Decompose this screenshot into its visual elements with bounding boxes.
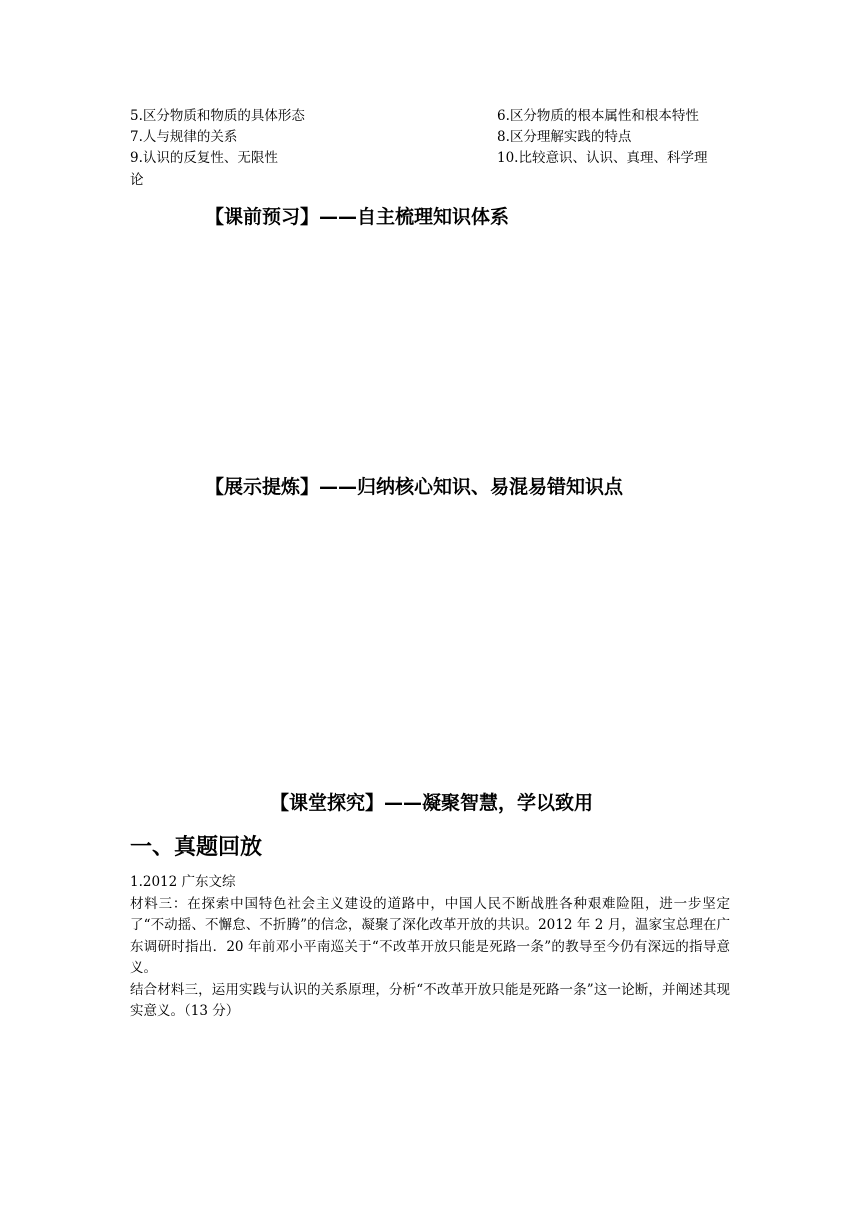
list-item-9: 9.认识的反复性、无限性 [130, 150, 278, 166]
list-item-10-continuation: 论 [130, 172, 144, 188]
list-item-7: 7.人与规律的关系 [130, 129, 238, 145]
question-block [130, 872, 730, 1023]
section-heading-display: 【展示提炼】——归纳核心知识、易混易错知识点 [205, 476, 624, 498]
section-heading-explore: 【课堂探究】——凝聚智慧，学以致用 [270, 792, 594, 814]
section-heading-preview: 【课前预习】——自主梳理知识体系 [205, 206, 510, 228]
question-source: 1.2012 广东文综 [130, 874, 236, 890]
list-item-6: 6.区分物质的根本属性和根本特性 [497, 108, 699, 124]
list-item-10: 10.比较意识、认识、真理、科学理 [497, 150, 708, 166]
list-item-8: 8.区分理解实践的特点 [497, 129, 632, 145]
question-prompt: 结合材料三，运用实践与认识的关系原理，分析“不改革开放只能是死路一条”这一论断，并阐述其现实意义。（13 分） [130, 981, 730, 1019]
part-one-heading: 一、真题回放 [130, 835, 263, 860]
question-material: 材料三：在探索中国特色社会主义建设的道路中，中国人民不断战胜各种艰难险阻，进一步坚定了“不动摇、不懈怠、不折腾”的信念，凝聚了深化改革开放的共识。2012 年 2 月，温家宝总理在广东调研时指出．20 年前邓小平南巡关于“不改革开放只能是死路一条”的教导至今仍有深远的指导意义。 [130, 895, 730, 976]
list-item-5: 5.区分物质和物质的具体形态 [130, 108, 305, 124]
